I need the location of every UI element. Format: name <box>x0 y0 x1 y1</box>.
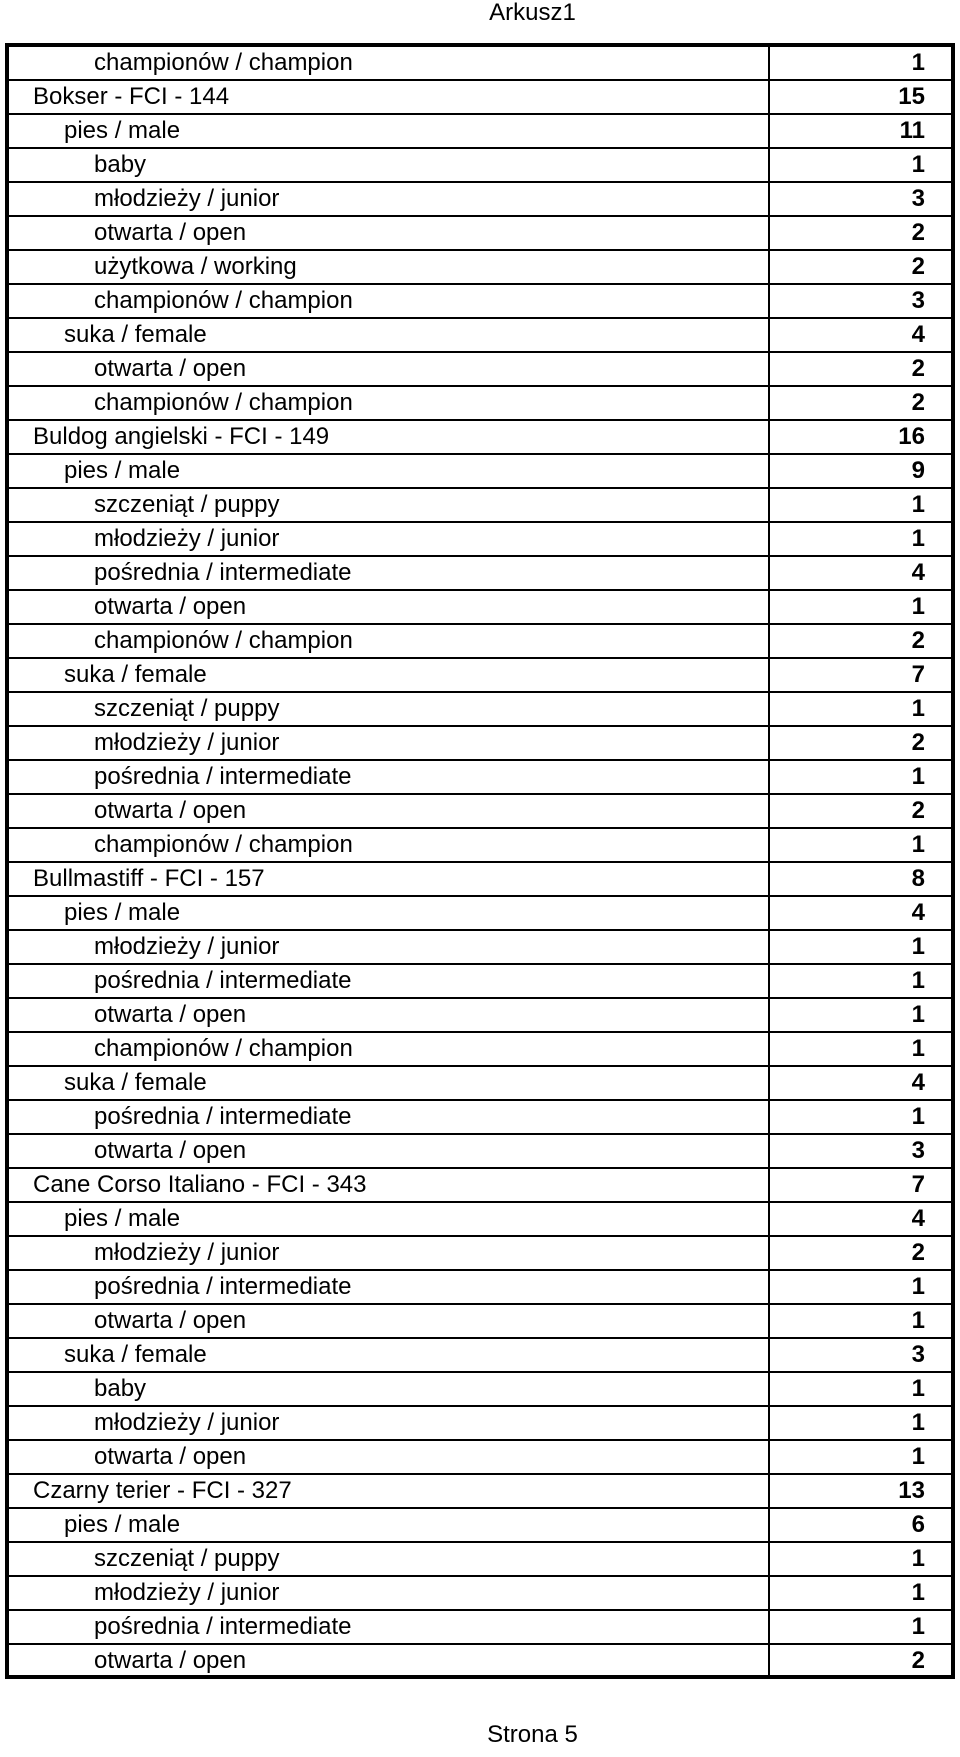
breed-label: Buldog angielski - FCI - 149 <box>33 423 330 450</box>
count-value: 1 <box>911 593 925 620</box>
class-label: młodzieży / junior <box>94 1239 280 1266</box>
class-label: baby <box>94 151 147 178</box>
sheet-name: Arkusz1 <box>489 0 576 26</box>
table-row <box>9 217 951 251</box>
count-value: 1 <box>911 1307 925 1334</box>
sex-label: suka / female <box>64 321 207 348</box>
table-row <box>9 1577 951 1611</box>
count-value: 4 <box>911 321 925 348</box>
table-row <box>9 1645 951 1679</box>
table-row <box>9 1203 951 1237</box>
report-table <box>5 43 955 1679</box>
count-value: 1 <box>911 933 925 960</box>
count-value: 16 <box>898 423 925 450</box>
table-row <box>9 727 951 761</box>
table-row <box>9 149 951 183</box>
breed-label: Bullmastiff - FCI - 157 <box>33 865 265 892</box>
count-value: 11 <box>899 117 925 144</box>
count-value: 13 <box>898 1477 925 1504</box>
class-label: pośrednia / intermediate <box>94 1613 352 1640</box>
count-value: 7 <box>911 661 925 688</box>
class-label: championów / champion <box>94 389 353 416</box>
table-row <box>9 1237 951 1271</box>
table-row <box>9 421 951 455</box>
table-row <box>9 931 951 965</box>
sex-label: suka / female <box>64 1341 207 1368</box>
table-row <box>9 1407 951 1441</box>
count-value: 1 <box>911 763 925 790</box>
sex-label: suka / female <box>64 1069 207 1096</box>
count-value: 1 <box>911 695 925 722</box>
count-value: 7 <box>911 1171 925 1198</box>
class-label: młodzieży / junior <box>94 729 280 756</box>
class-label: otwarta / open <box>94 1307 247 1334</box>
class-label: młodzieży / junior <box>94 1579 280 1606</box>
count-value: 1 <box>911 1103 925 1130</box>
count-value: 2 <box>911 355 925 382</box>
table-row <box>9 1475 951 1509</box>
count-value: 2 <box>911 1647 925 1674</box>
class-label: otwarta / open <box>94 1001 247 1028</box>
table-row <box>9 183 951 217</box>
count-value: 1 <box>911 1273 925 1300</box>
class-label: pośrednia / intermediate <box>94 763 352 790</box>
count-value: 2 <box>911 797 925 824</box>
table-row <box>9 829 951 863</box>
table-row <box>9 1033 951 1067</box>
table-row <box>9 115 951 149</box>
table-row <box>9 1509 951 1543</box>
count-value: 1 <box>911 491 925 518</box>
count-value: 1 <box>911 1001 925 1028</box>
table-row <box>9 659 951 693</box>
class-label: otwarta / open <box>94 1647 247 1674</box>
sex-label: suka / female <box>64 661 207 688</box>
class-label: pośrednia / intermediate <box>94 967 352 994</box>
class-label: championów / champion <box>94 831 353 858</box>
table-row <box>9 1339 951 1373</box>
breed-label: Bokser - FCI - 144 <box>33 83 230 110</box>
class-label: championów / champion <box>94 49 353 76</box>
count-value: 1 <box>911 525 925 552</box>
class-label: młodzieży / junior <box>94 185 280 212</box>
sex-label: pies / male <box>64 1511 181 1538</box>
count-value: 1 <box>911 1613 925 1640</box>
class-label: championów / champion <box>94 1035 353 1062</box>
count-value: 2 <box>911 253 925 280</box>
count-value: 1 <box>911 151 925 178</box>
page-number: Strona 5 <box>487 1721 578 1748</box>
table-row <box>9 523 951 557</box>
table-row <box>9 1135 951 1169</box>
class-label: młodzieży / junior <box>94 525 280 552</box>
count-value: 9 <box>911 457 925 484</box>
class-label: baby <box>94 1375 147 1402</box>
table-row <box>9 557 951 591</box>
count-value: 1 <box>911 1579 925 1606</box>
count-value: 3 <box>911 287 925 314</box>
count-value: 2 <box>911 219 925 246</box>
count-value: 1 <box>911 1375 925 1402</box>
count-value: 4 <box>911 899 925 926</box>
class-label: pośrednia / intermediate <box>94 1103 352 1130</box>
table-row <box>9 1305 951 1339</box>
table-row <box>9 319 951 353</box>
sex-label: pies / male <box>64 457 181 484</box>
table-row <box>9 863 951 897</box>
table-row <box>9 761 951 795</box>
count-value: 15 <box>898 83 925 110</box>
class-label: otwarta / open <box>94 797 247 824</box>
class-label: otwarta / open <box>94 1137 247 1164</box>
sex-label: pies / male <box>64 899 181 926</box>
class-label: szczeniąt / puppy <box>94 1545 280 1572</box>
table-row <box>9 897 951 931</box>
count-value: 1 <box>911 1545 925 1572</box>
table-row <box>9 1067 951 1101</box>
class-label: pośrednia / intermediate <box>94 559 352 586</box>
count-value: 4 <box>911 1069 925 1096</box>
table-row <box>9 353 951 387</box>
count-value: 3 <box>911 1341 925 1368</box>
table-row <box>9 625 951 659</box>
table-row <box>9 1373 951 1407</box>
class-label: championów / champion <box>94 627 353 654</box>
class-label: pośrednia / intermediate <box>94 1273 352 1300</box>
class-label: championów / champion <box>94 287 353 314</box>
table-row <box>9 1101 951 1135</box>
class-label: otwarta / open <box>94 1443 247 1470</box>
count-value: 4 <box>911 559 925 586</box>
class-label: użytkowa / working <box>94 253 297 280</box>
count-value: 2 <box>911 389 925 416</box>
count-value: 6 <box>911 1511 925 1538</box>
table-row <box>9 999 951 1033</box>
class-label: szczeniąt / puppy <box>94 491 280 518</box>
count-value: 4 <box>911 1205 925 1232</box>
table-row <box>9 1543 951 1577</box>
count-value: 1 <box>911 49 925 76</box>
count-value: 1 <box>911 1443 925 1470</box>
sex-label: pies / male <box>64 1205 181 1232</box>
count-value: 8 <box>911 865 925 892</box>
class-label: otwarta / open <box>94 593 247 620</box>
table-row <box>9 455 951 489</box>
table-row <box>9 693 951 727</box>
breed-label: Cane Corso Italiano - FCI - 343 <box>33 1171 367 1198</box>
count-value: 2 <box>911 729 925 756</box>
class-label: młodzieży / junior <box>94 1409 280 1436</box>
table-row <box>9 1441 951 1475</box>
count-value: 1 <box>911 967 925 994</box>
count-value: 2 <box>911 1239 925 1266</box>
table-row <box>9 795 951 829</box>
table-row <box>9 489 951 523</box>
table-row <box>9 285 951 319</box>
table-row <box>9 387 951 421</box>
table-row <box>9 251 951 285</box>
breed-label: Czarny terier - FCI - 327 <box>33 1477 292 1504</box>
class-label: otwarta / open <box>94 219 247 246</box>
count-value: 1 <box>911 1409 925 1436</box>
table-row <box>9 965 951 999</box>
table-row <box>9 591 951 625</box>
class-label: młodzieży / junior <box>94 933 280 960</box>
count-value: 1 <box>911 831 925 858</box>
class-label: szczeniąt / puppy <box>94 695 280 722</box>
count-value: 2 <box>911 627 925 654</box>
table-row <box>9 1271 951 1305</box>
count-value: 1 <box>911 1035 925 1062</box>
table-row <box>9 47 951 81</box>
count-value: 3 <box>911 1137 925 1164</box>
table-row <box>9 1169 951 1203</box>
sex-label: pies / male <box>64 117 181 144</box>
count-value: 3 <box>911 185 925 212</box>
table-row <box>9 1611 951 1645</box>
table-row <box>9 81 951 115</box>
class-label: otwarta / open <box>94 355 247 382</box>
